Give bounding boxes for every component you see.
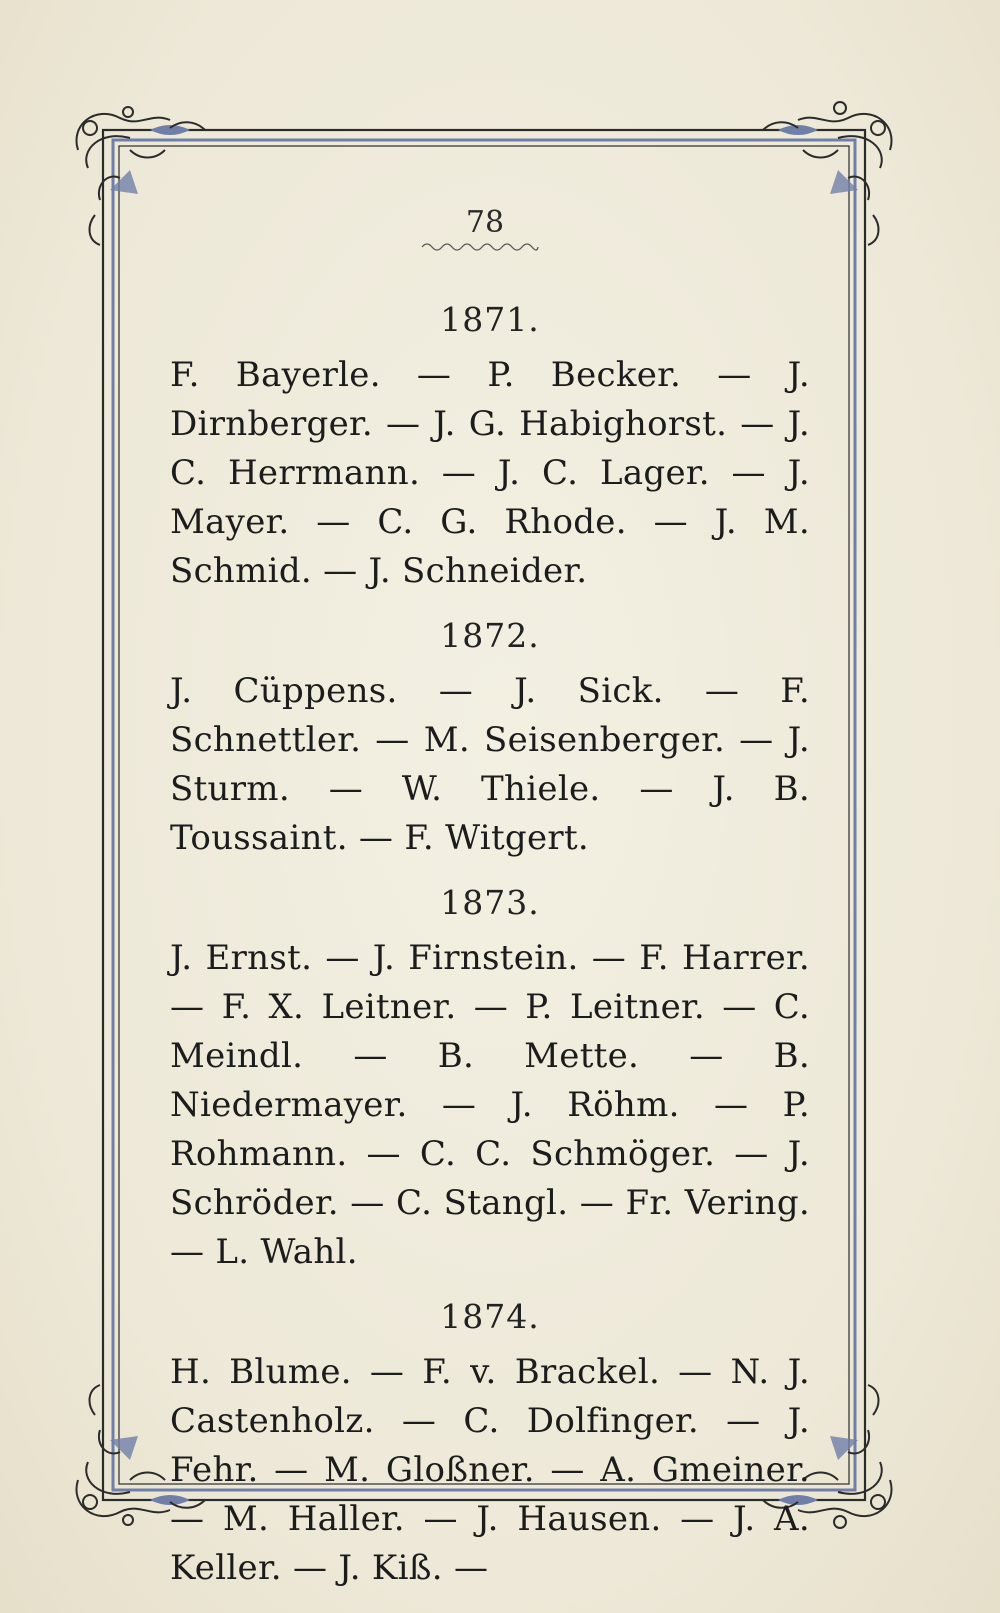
name-list: H. Blume. — F. v. Brackel. — N. J. Castenholz. — C. Dolfinger. — J. Fehr. — M. Gloßner. — A. Gmeiner. — M. Haller. — J. Hausen. — J. A. Keller. — J. Kiß. —	[170, 1352, 810, 1588]
year-section-1874	[170, 1297, 810, 1593]
name-list: J. Cüppens. — J. Sick. — F. Schnettler. — M. Seisenberger. — J. Sturm. — W. Thiele. — J. B. Toussaint. — F. Witgert.	[170, 671, 810, 858]
page-content	[170, 300, 810, 1613]
corner-ornament-top-left	[76, 107, 205, 245]
page-number: 78	[465, 205, 505, 240]
corner-ornament-top-right	[763, 102, 892, 245]
name-list: J. Ernst. — J. Firnstein. — F. Harrer. — F. X. Leitner. — P. Leitner. — C. Meindl. — B. Mette. — B. Niedermayer. — J. Röhm. — P. Rohmann. — C. C. Schmöger. — J. Schröder. — C. Stangl. — Fr. Vering. — L. Wahl.	[170, 938, 810, 1272]
wavy-underline-ornament	[420, 240, 540, 254]
name-list: F. Bayerle. — P. Becker. — J. Dirnberger. — J. G. Habighorst. — J. C. Herrmann. — J. C. Lager. — J. Mayer. — C. G. Rhode. — J. M. Schmid. — J. Schneider.	[170, 355, 810, 591]
year-section-1871	[170, 300, 810, 596]
year-section-1872	[170, 616, 810, 863]
year-heading: 1871.	[440, 300, 540, 339]
year-heading: 1872.	[440, 616, 540, 655]
year-heading: 1873.	[440, 883, 540, 922]
year-section-1873	[170, 883, 810, 1277]
year-heading: 1874.	[440, 1297, 540, 1336]
